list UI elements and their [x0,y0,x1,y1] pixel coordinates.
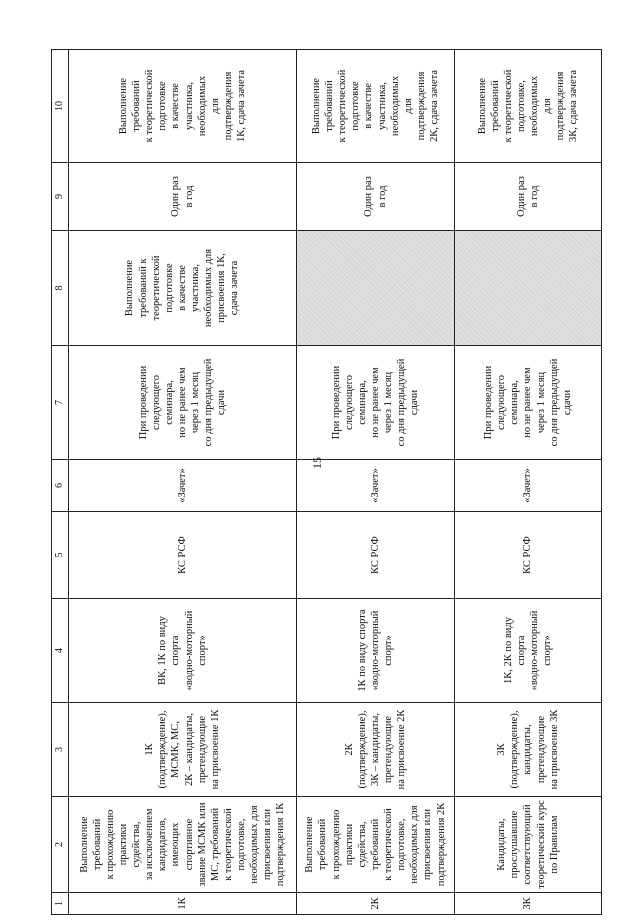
table-header-row [52,50,69,915]
column-header: 3 [52,703,69,797]
confirmation-cell: Выполнение требований к теоретической подготовке в качестве участника, необходимых для подтверждения 1К, сдача зачета [69,50,297,163]
retake-cell: При проведении следующего семинара, но не ранее чем через 1 месяц со дня предыдущей сдачи [69,346,297,460]
confirmation-cell: Выполнение требований к теоретической подготовке, необходимых для подтверждения 3К, сдача зачета [455,50,602,163]
participant-requirements-cell: Выполнение требований к теоретической подготовке в качестве участника, необходимых для присвоения 1К, сдача зачета [69,231,297,346]
table-row-2k [297,50,455,915]
candidates-cell: 1К (подтверждение), МСМК, МС, 2К – кандидаты, претендующие на присвоение 1К [69,703,297,797]
column-header: 6 [52,460,69,512]
judges-qualification-table [51,49,602,915]
column-header: 5 [52,512,69,599]
requirements-cell: Выполнение требований к прохождению практики судейства, требований к теоретической подготовке, необходимых для присвоения или подтверждения 2К [297,797,455,893]
column-header: 4 [52,599,69,703]
column-header: 1 [52,893,69,915]
candidates-cell: 2К (подтверждение), 3К – кандидаты, претендующие на присвоение 2К [297,703,455,797]
frequency-cell: Один раз в год [69,163,297,231]
column-header: 8 [52,231,69,346]
retake-cell: При проведении следующего семинара, но не ранее чем через 1 месяц со дня предыдущей сдачи [297,346,455,460]
shaded-empty-cell [455,231,602,346]
requirements-cell: Кандидаты, прослушавшие соответствующий теоретический курс по Правилам [455,797,602,893]
column-header: 7 [52,346,69,460]
confirmation-cell: Выполнение требований к теоретической подготовке в качестве участника, необходимых для подтверждения 2К, сдача зачета [297,50,455,163]
frequency-cell: Один раз в год [455,163,602,231]
grade-cell: «Зачет» [69,460,297,512]
commission-cell: КС РСФ [69,512,297,599]
examiners-cell: 1К по виду спорта «водно-моторный спорт» [297,599,455,703]
column-header: 10 [52,50,69,163]
frequency-cell: Один раз в год [297,163,455,231]
table-row-3k [455,50,602,915]
category-cell: 2К [297,893,455,915]
requirements-cell: Выполнение требований к прохождению практики судейства, за исключением кандидатов, имеющих спортивное звание МСМК или МС, требований к теоретической подготовке, необходимых для присвоения или подтверждения 1К [69,797,297,893]
page-number: 15 [310,457,324,469]
category-cell: 3К [455,893,602,915]
commission-cell: КС РСФ [455,512,602,599]
grade-cell: «Зачет» [297,460,455,512]
category-cell: 1К [69,893,297,915]
table-container [51,50,600,915]
retake-cell: При проведении следующего семинара, но не ранее чем через 1 месяц со дня предыдущей сдачи [455,346,602,460]
table-row-1k [69,50,297,915]
commission-cell: КС РСФ [297,512,455,599]
grade-cell: «Зачет» [455,460,602,512]
examiners-cell: 1К, 2К по виду спорта «водно-моторный спорт» [455,599,602,703]
column-header: 2 [52,797,69,893]
examiners-cell: ВК, 1К по виду спорта «водно-моторный спорт» [69,599,297,703]
shaded-empty-cell [297,231,455,346]
column-header: 9 [52,163,69,231]
candidates-cell: 3К (подтверждение), кандидаты, претендующие на присвоение 3К [455,703,602,797]
